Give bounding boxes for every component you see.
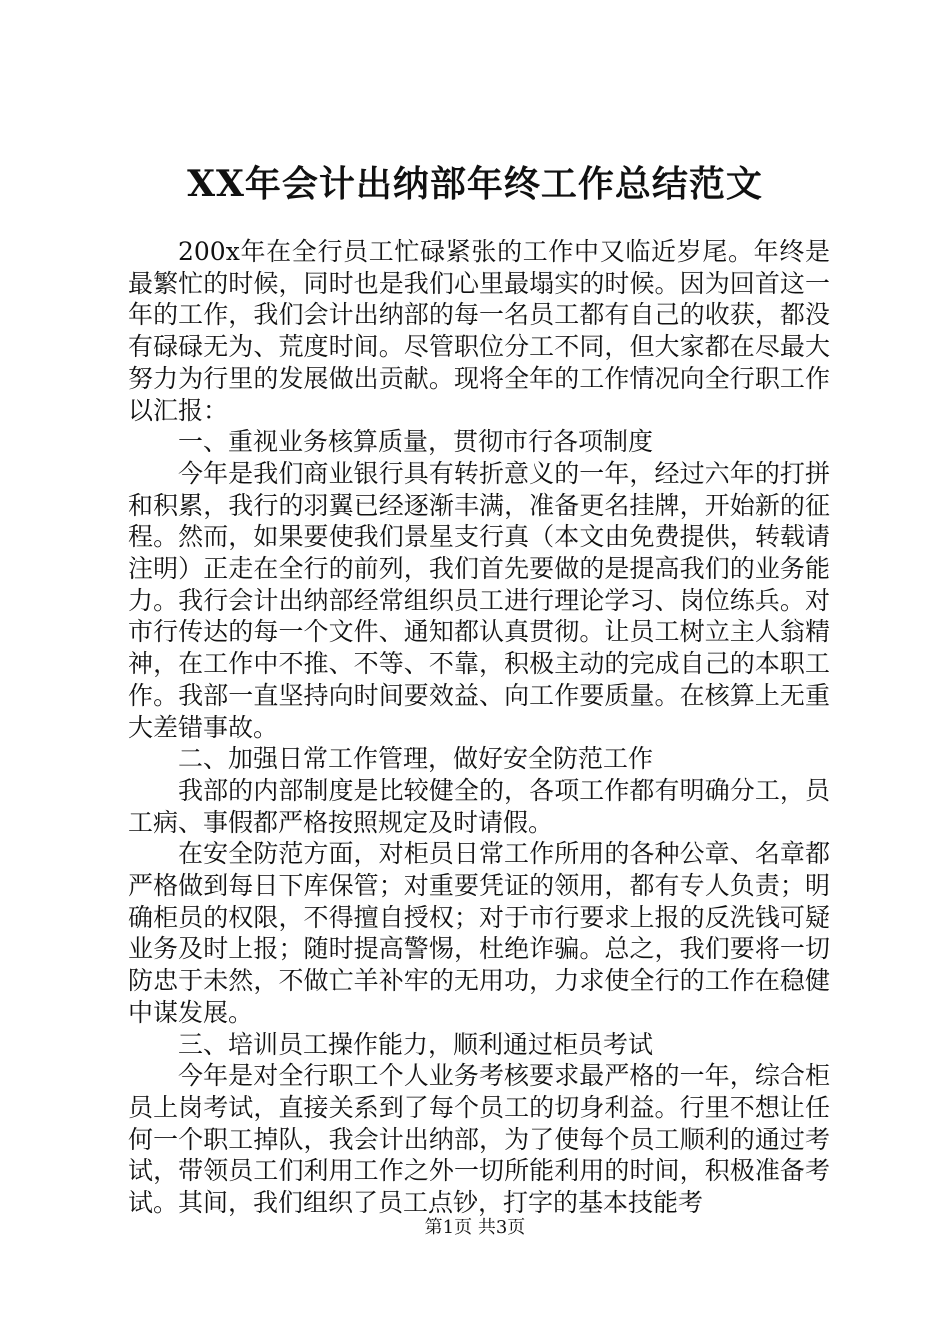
page-footer: 第1页 共3页	[424, 1217, 526, 1238]
document-title: XX年会计出纳部年终工作总结范文	[187, 163, 763, 205]
section-heading-3: 三、培训员工操作能力，顺利通过柜员考试	[178, 1029, 654, 1059]
document-body	[128, 236, 830, 1219]
paragraph-section-1: 今年是我们商业银行具有转折意义的一年，经过六年的打拼和积累，我行的羽翼已经逐渐丰满，准备更名挂牌，开始新的征程。然而，如果要使我们景星支行真（本文由免费提供，转载请注明）正走在全行的前列，我们首先要做的是提高我们的业务能力。我行会计出纳部经常组织员工进行理论学习、岗位练兵。对市行传达的每一个文件、通知都认真贯彻。让员工树立主人翁精神，在工作中不推、不等、不靠，积极主动的完成自己的本职工作。我部一直坚持向时间要效益、向工作要质量。在核算上无重大差错事故。	[128, 458, 830, 742]
paragraph-intro: 200x年在全行员工忙碌紧张的工作中又临近岁尾。年终是最繁忙的时候，同时也是我们心里最塌实的时候。因为回首这一年的工作，我们会计出纳部的每一名员工都有自己的收获，都没有碌碌无为、荒度时间。尽管职位分工不同，但大家都在尽最大努力为行里的发展做出贡献。现将全年的工作情况向全行职工作以汇报：	[128, 237, 830, 425]
section-heading-1: 一、重视业务核算质量，贯彻市行各项制度	[178, 427, 654, 457]
paragraph-section-3: 今年是对全行职工个人业务考核要求最严格的一年，综合柜员上岗考试，直接关系到了每个员工的切身利益。行里不想让任何一个职工掉队，我会计出纳部，为了使每个员工顺利的通过考试，带领员工们利用工作之外一切所能利用的时间，积极准备考试。其间，我们组织了员工点钞，打字的基本技能考	[128, 1061, 830, 1218]
paragraph-section-2a: 我部的内部制度是比较健全的，各项工作都有明确分工，员工病、事假都严格按照规定及时请假。	[128, 775, 830, 837]
paragraph-section-2b: 在安全防范方面，对柜员日常工作所用的各种公章、名章都严格做到每日下库保管；对重要凭证的领用，都有专人负责；明确柜员的权限，不得擅自授权；对于市行要求上报的反洗钱可疑业务及时上报；随时提高警惕，杜绝诈骗。总之，我们要将一切防忠于未然，不做亡羊补牢的无用功，力求使全行的工作在稳健中谋发展。	[128, 839, 830, 1027]
section-heading-2: 二、加强日常工作管理，做好安全防范工作	[178, 744, 654, 774]
